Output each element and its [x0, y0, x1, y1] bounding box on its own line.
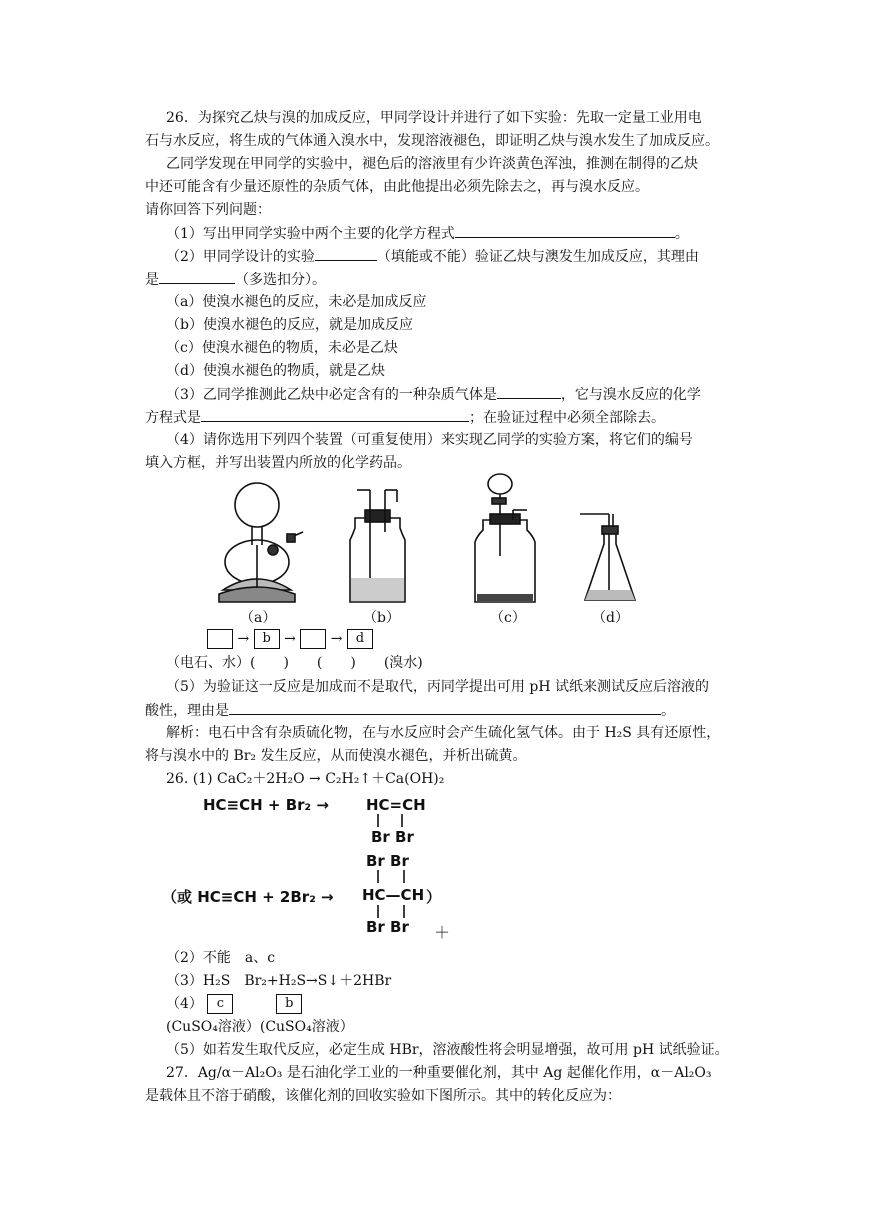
q26-part2-text-c: 是	[145, 272, 159, 288]
q26-part2-text-a: （2）甲同学设计的实验	[166, 249, 315, 265]
bond-lines	[372, 870, 412, 884]
equation-2-close: ）	[426, 888, 442, 906]
answer-blank	[159, 269, 235, 284]
period: 。	[674, 226, 689, 242]
answer-blank	[455, 223, 675, 238]
q26-part3-cont	[145, 407, 665, 428]
q27-line2: 是载体且不溶于硝酸，该催化剂的回收实验如下图所示。其中的转化反应为：	[145, 1088, 621, 1104]
q26-part2-cont	[145, 269, 326, 290]
answer-1: 26. (1) CaC₂＋2H₂O → C₂H₂↑＋Ca(OH)₂	[166, 771, 445, 787]
q26-part3-text-b: ，它与溴水反应的化学	[560, 387, 701, 403]
fig-label-c: （c）	[490, 610, 526, 626]
apparatus-figure	[205, 470, 650, 610]
q26-part4-cont: 填入方框，并写出装置内所放的化学药品。	[145, 455, 411, 471]
option-c: （c）使溴水褪色的物质，未必是乙炔	[166, 340, 398, 356]
answer-blank	[201, 407, 469, 422]
answer-blank	[229, 700, 661, 715]
option-b: （b）使溴水褪色的反应，就是加成反应	[166, 317, 413, 333]
gas-generator-c	[475, 474, 535, 602]
q26-ask: 请你回答下列问题：	[145, 202, 271, 218]
answer-box-3[interactable]	[300, 629, 326, 649]
q26-part3	[166, 384, 701, 405]
answer-box-2: b	[254, 629, 280, 649]
q26-part5-cont	[145, 700, 675, 721]
arrow-right-icon: →	[330, 631, 343, 647]
equation-2-bottom: Br Br	[366, 918, 409, 936]
answer-5: （5）如若发生取代反应，必定生成 HBr，溶液酸性将会明显增强，故可用 pH 试纸验证。	[166, 1042, 729, 1058]
q26-intro-line2: 石与水反应，将生成的气体通入溴水中，发现溶液褪色，即证明乙炔与溴水发生了加成反应。	[145, 133, 719, 149]
fig-label-d: （d）	[592, 610, 629, 626]
q26-part2	[166, 246, 699, 267]
answer-blank	[315, 246, 377, 261]
arrow-right-icon: →	[284, 631, 296, 647]
plus-sign: ＋	[434, 923, 451, 942]
chemical-row: （电石、水）( ) ( ) (溴水)	[166, 655, 423, 671]
bond-lines	[372, 814, 412, 828]
q26-part3-text-c: 方程式是	[145, 410, 201, 426]
answer-2: （2）不能 a、c	[166, 950, 276, 966]
q26-part1	[166, 223, 689, 244]
answer-blank	[497, 384, 561, 399]
answer-box-4: d	[347, 629, 373, 649]
bond-lines	[372, 905, 412, 919]
q27-line1: 27．Ag/α－Al₂O₃ 是石油化学工业的一种重要催化剂，其中 Ag 起催化作用，α－Al₂O₃	[166, 1065, 712, 1081]
q26-part1-text: （1）写出甲同学实验中两个主要的化学方程式	[166, 226, 455, 242]
equation-1-product: HC=CH	[366, 796, 426, 814]
answer-3: （3）H₂S Br₂+H₂S→S↓＋2HBr	[166, 973, 392, 989]
option-d: （d）使溴水褪色的物质，就是乙炔	[166, 363, 385, 379]
answer-4-label: （4）	[166, 996, 203, 1012]
q26-intro-line3: 乙同学发现在甲同学的实验中，褪色后的溶液里有少许淡黄色浑浊，推测在制得的乙炔	[166, 156, 698, 172]
equation-1-br: Br Br	[371, 828, 414, 846]
q26-intro-line1: 26．为探究乙炔与溴的加成反应，甲同学设计并进行了如下实验：先取一定量工业用电	[166, 110, 702, 126]
answer-4-chemicals: (CuSO₄溶液）(CuSO₄溶液）	[166, 1019, 354, 1035]
equation-2-left: （或 HC≡CH + 2Br₂ →	[162, 888, 334, 906]
q26-intro-line4: 中还可能含有少量还原性的杂质气体，由此他提出必须先除去之，再与溴水反应。	[145, 179, 649, 195]
equation-2-top: Br Br	[366, 852, 409, 870]
answer-4-box-1: c	[207, 994, 233, 1014]
answer-box-1[interactable]	[207, 629, 233, 649]
answer-4-box-2: b	[276, 994, 302, 1014]
q26-part3-text-a: （3）乙同学推测此乙炔中必定含有的一种杂质气体是	[166, 387, 497, 403]
wash-bottle-b	[350, 490, 405, 602]
equation-2-product: HC—CH	[362, 886, 425, 904]
q26-part4: （4）请你选用下列四个装置（可重复使用）来实现乙同学的实验方案，将它们的编号	[166, 432, 693, 448]
analysis-line1: 解析：电石中含有杂质硫化物，在与水反应时会产生硫化氢气体。由于 H₂S 具有还原性，	[166, 725, 721, 741]
analysis-line2: 将与溴水中的 Br₂ 发生反应，从而使溴水褪色，并析出硫黄。	[145, 748, 527, 764]
answer-4	[166, 994, 302, 1014]
q26-part2-text-b: （填能或不能）验证乙炔与澳发生加成反应，其理由	[376, 249, 699, 265]
q26-part3-text-d: ；在验证过程中必须全部除去。	[469, 410, 665, 426]
kipp-generator-a	[219, 483, 303, 602]
period: 。	[661, 703, 675, 719]
fig-label-a: （a）	[240, 610, 277, 626]
q26-part5-text-b: 酸性，理由是	[145, 703, 229, 719]
box-flow	[207, 629, 373, 649]
q26-part2-text-d: （多选扣分）。	[235, 272, 326, 288]
conical-flask-d	[580, 514, 635, 600]
fig-label-b: （b）	[363, 610, 400, 626]
option-a: （a）使溴水褪色的反应，未必是加成反应	[166, 294, 427, 310]
arrow-right-icon: →	[237, 631, 250, 647]
q26-part5: （5）为验证这一反应是加成而不是取代，丙同学提出可用 pH 试纸来测试反应后溶液的	[166, 679, 709, 695]
equation-1-left: HC≡CH + Br₂ →	[203, 796, 329, 814]
